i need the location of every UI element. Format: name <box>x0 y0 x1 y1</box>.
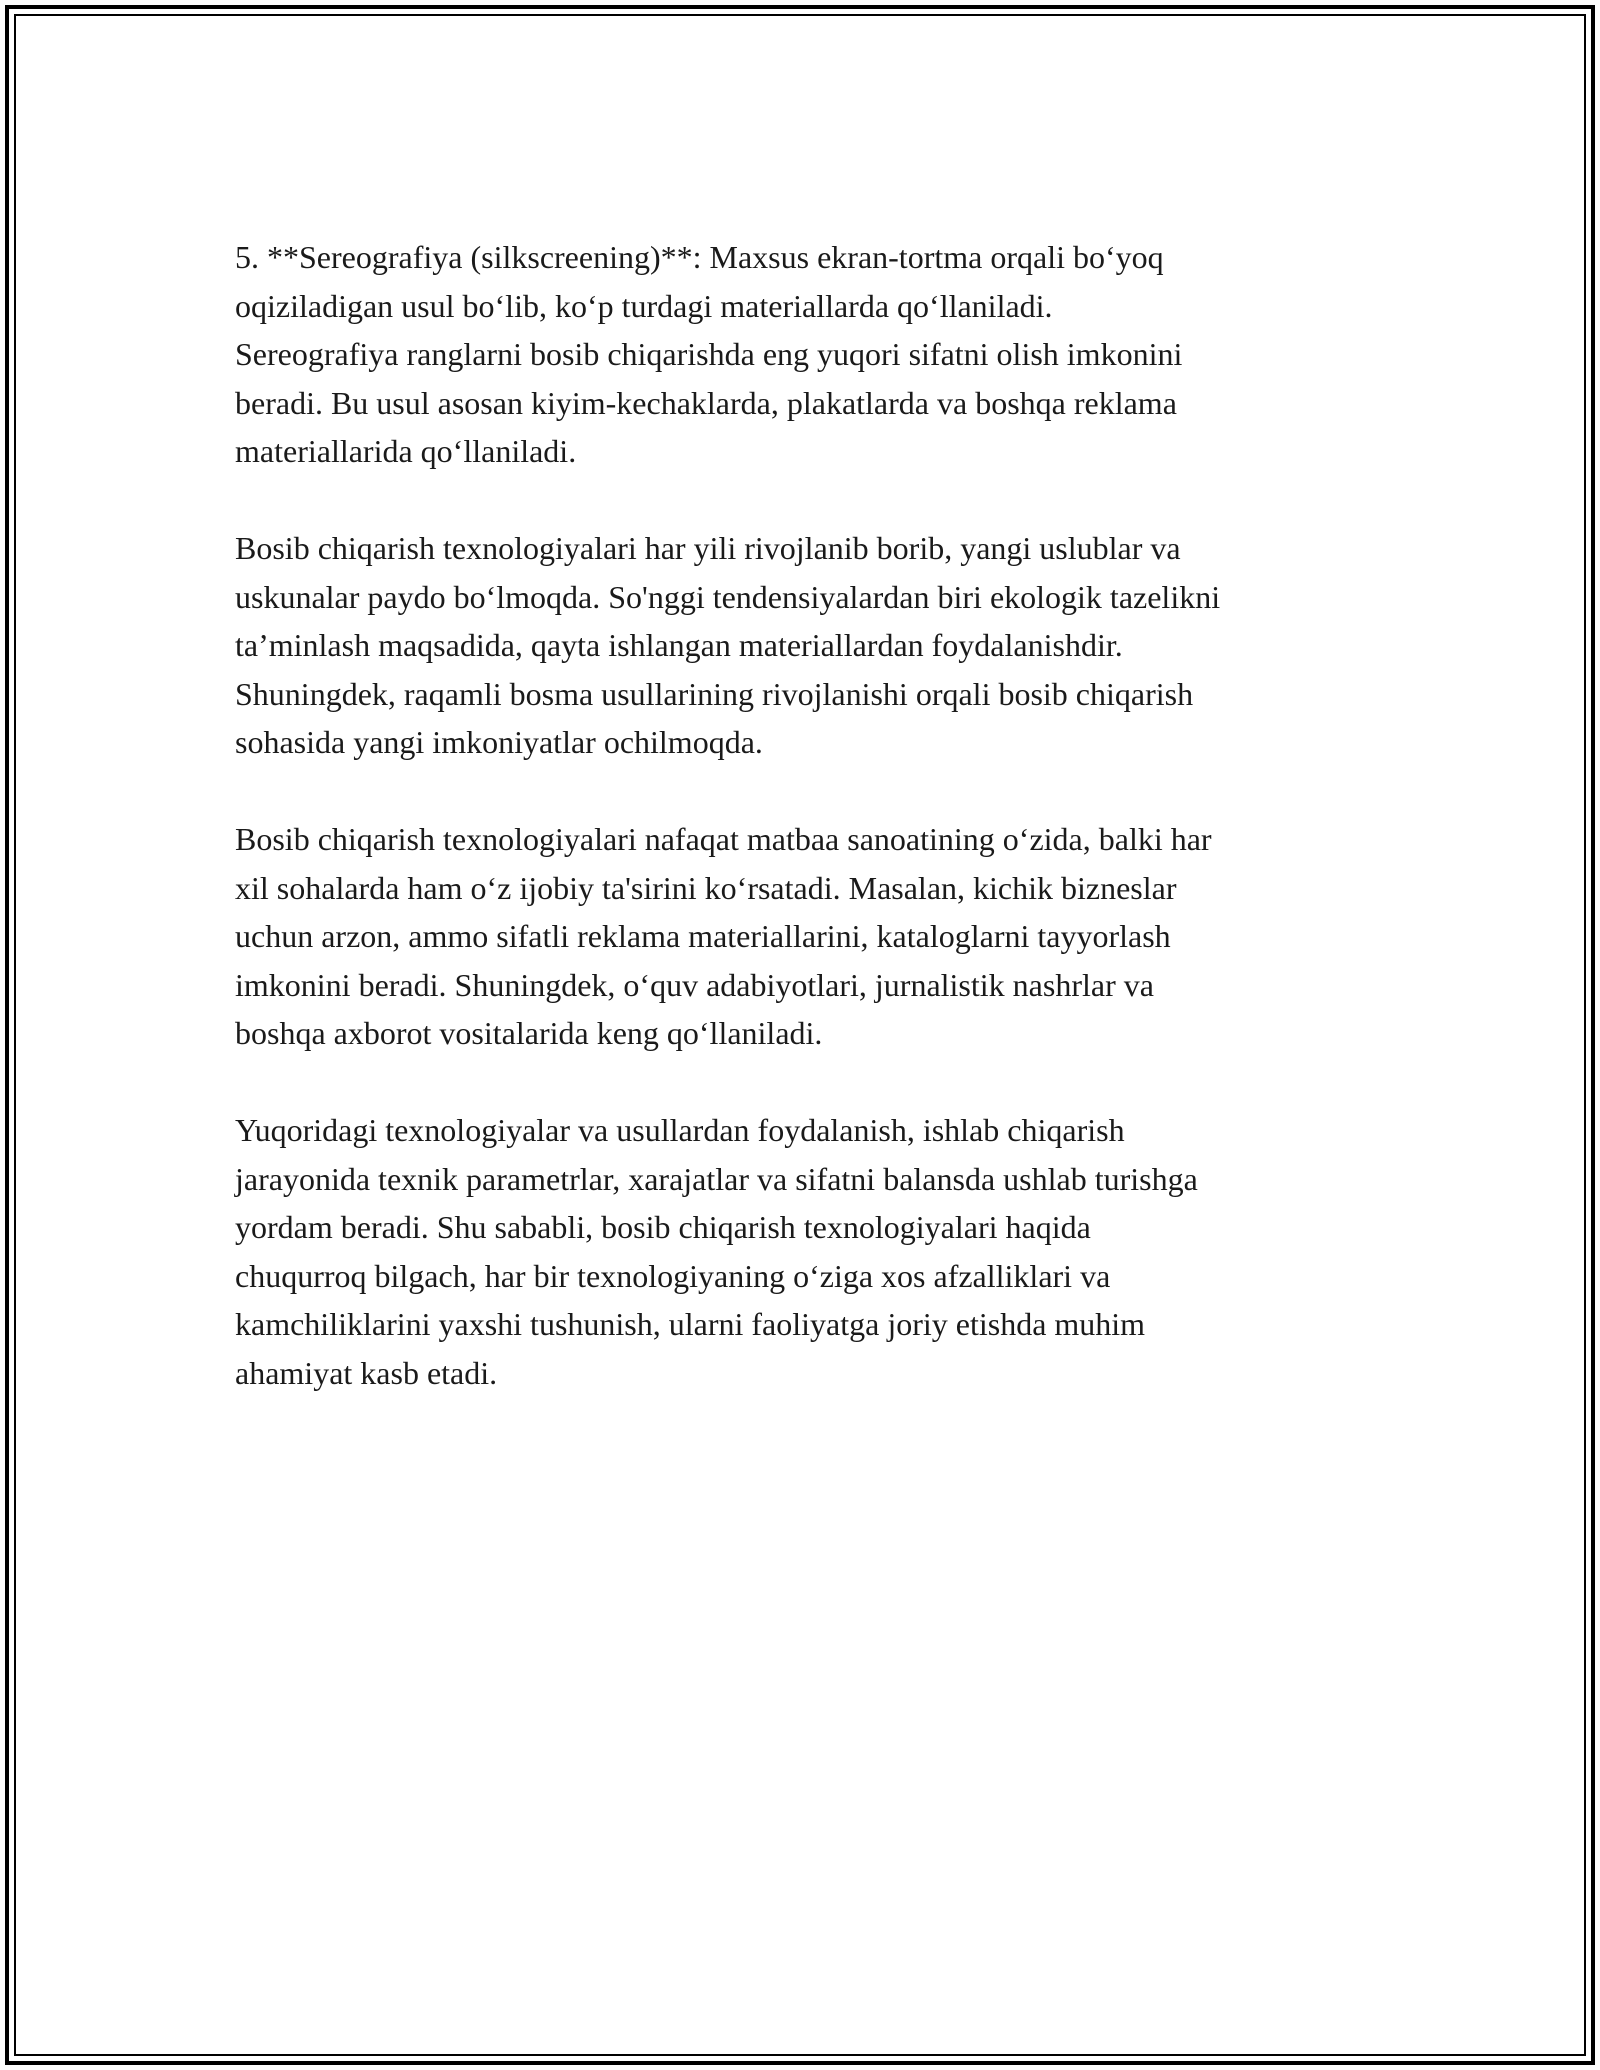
text-line: xil sohalarda ham o‘z ijobiy ta'sirini ko‘rsatadi. Masalan, kichik bizneslar <box>235 869 1177 906</box>
text-line: beradi. Bu usul asosan kiyim-kechaklarda, plakatlarda va boshqa reklama <box>235 384 1177 421</box>
text-line: uchun arzon, ammo sifatli reklama materiallarini, kataloglarni tayyorlash <box>235 918 1171 954</box>
text-line: Bosib chiqarish texnologiyalari nafaqat matbaa sanoatining o‘zida, balki har <box>235 821 1212 857</box>
text-line: materiallarida qo‘llaniladi. <box>235 433 577 469</box>
paragraph-trends <box>235 524 1375 767</box>
text-line: Yuqoridagi texnologiyalar va usullardan foydalanish, ishlab chiqarish <box>235 1112 1125 1148</box>
text-line: kamchiliklarini yaxshi tushunish, ularni faoliyatga joriy etishda muhim <box>235 1306 1146 1342</box>
paragraph-conclusion <box>235 1106 1375 1397</box>
text-line: imkonini beradi. Shuningdek, o‘quv adabiyotlari, jurnalistik nashrlar va <box>235 966 1154 1003</box>
text-line: Bosib chiqarish texnologiyalari har yili rivojlanib borib, yangi uslublar va <box>235 530 1181 566</box>
text-line: ta’minlash maqsadida, qayta ishlangan materiallardan foydalanishdir. <box>235 627 1123 663</box>
text-line: Shuningdek, raqamli bosma usullarining rivojlanishi orqali bosib chiqarish <box>235 675 1194 712</box>
document-body <box>235 233 1375 1446</box>
paragraph-impact <box>235 815 1375 1058</box>
text-line: chuqurroq bilgach, har bir texnologiyaning o‘ziga xos afzalliklari va <box>235 1257 1111 1294</box>
paragraph-sereografiya <box>235 233 1375 476</box>
text-line: ahamiyat kasb etadi. <box>235 1354 498 1391</box>
text-line: 5. **Sereografiya (silkscreening)**: Maxsus ekran-tortma orqali bo‘yoq <box>235 239 1164 275</box>
text-line: Sereografiya ranglarni bosib chiqarishda eng yuqori sifatni olish imkonini <box>235 336 1183 372</box>
text-line: yordam beradi. Shu sababli, bosib chiqarish texnologiyalari haqida <box>235 1209 1091 1245</box>
text-line: boshqa axborot vositalarida keng qo‘llaniladi. <box>235 1015 823 1051</box>
text-line: sohasida yangi imkoniyatlar ochilmoqda. <box>235 724 763 760</box>
text-line: oqiziladigan usul bo‘lib, ko‘p turdagi materiallarda qo‘llaniladi. <box>235 287 1053 324</box>
text-line: jarayonida texnik parametrlar, xarajatlar va sifatni balansda ushlab turishga <box>235 1160 1198 1197</box>
text-line: uskunalar paydo bo‘lmoqda. So'nggi tendensiyalardan biri ekologik tazelikni <box>235 578 1221 615</box>
